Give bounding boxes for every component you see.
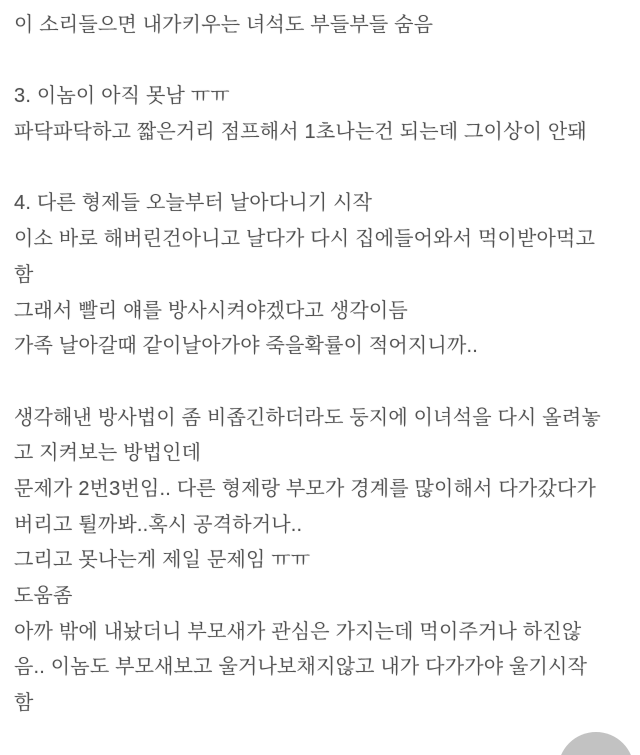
text-line: 생각해낸 방사법이 좀 비좁긴하더라도 둥지에 이녀석을 다시 올려놓 <box>14 406 601 429</box>
text-line: 그래서 빨리 얘를 방사시켜야겠다고 생각이듬 <box>14 299 408 322</box>
text-line: 파닥파닥하고 짧은거리 점프해서 1초나는건 되는데 그이상이 안돼 <box>14 121 587 144</box>
text-line: 이소 바로 해버린건아니고 날다가 다시 집에들어와서 먹이받아먹고 <box>14 228 596 251</box>
text-line: 함 <box>14 263 34 286</box>
text-line: 3. 이놈이 아직 못남 ㅠㅠ <box>14 85 230 108</box>
text-line: 가족 날아갈때 같이날아가야 죽을확률이 적어지니까.. <box>14 335 478 358</box>
text-line: 그리고 못나는게 제일 문제임 ㅠㅠ <box>14 549 311 572</box>
text-line <box>14 44 634 80</box>
text-line: 도움좀 <box>14 585 73 607</box>
text-line: 고 지켜보는 방법인데 <box>14 442 202 465</box>
text-line: 함 <box>14 692 34 715</box>
text-line: 문제가 2번3번임.. 다른 형제랑 부모가 경계를 많이해서 다가갔다가 <box>14 477 596 500</box>
text-line: 이 소리들으면 내가키우는 녀석도 부들부들 숨음 <box>14 14 434 36</box>
text-line: 4. 다른 형제들 오늘부터 날아다니기 시작 <box>14 192 373 215</box>
text-line: 음.. 이놈도 부모새보고 울거나보채지않고 내가 다가가야 울기시작 <box>14 656 588 679</box>
floating-circle-button[interactable] <box>558 732 634 755</box>
text-line: 버리고 튈까봐..혹시 공격하거나.. <box>14 513 303 536</box>
text-line <box>14 365 634 401</box>
post-content <box>14 8 634 722</box>
text-line <box>14 151 634 187</box>
text-line: 아까 밖에 내놨더니 부모새가 관심은 가지는데 먹이주거나 하진않 <box>14 620 582 643</box>
